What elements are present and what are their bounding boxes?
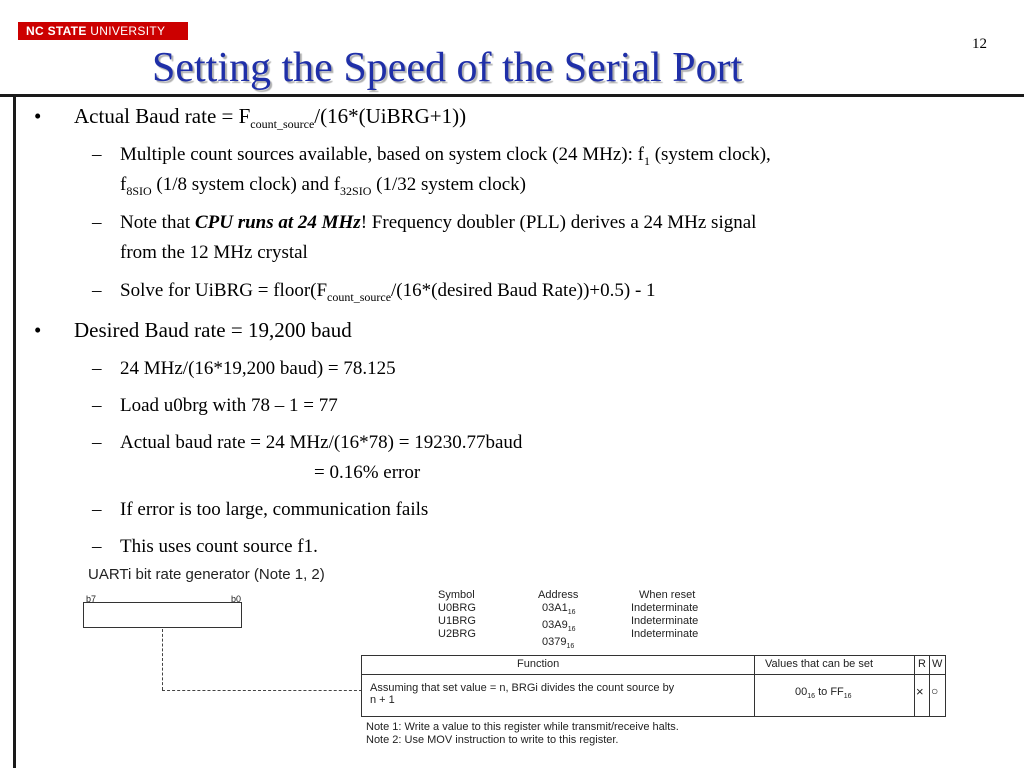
hex-subscript: 16	[567, 626, 576, 634]
bullet-desired-baud: Desired Baud rate = 19,200 baud	[74, 318, 352, 342]
sub-bullet-solve-uibrg	[120, 280, 656, 305]
function-text: n + 1	[370, 694, 395, 706]
function-table	[361, 655, 946, 717]
reset-header: When reset	[639, 589, 696, 601]
page-number: 12	[972, 36, 987, 52]
dash-marker: –	[92, 499, 102, 520]
register-box	[83, 602, 242, 628]
dash-marker: –	[92, 395, 102, 416]
symbol-cell: U1BRG	[438, 615, 476, 627]
w-header: W	[932, 658, 943, 670]
values-text: to FF	[815, 686, 844, 698]
address-value: 03A1	[542, 602, 568, 614]
symbol-header: Symbol	[438, 589, 475, 601]
sub-bullet-count-sources-line2	[120, 174, 526, 199]
text: /(16*(UiBRG+1))	[314, 104, 467, 128]
slide-title: Setting the Speed of the Serial Port	[152, 45, 743, 91]
r-mark: ×	[916, 684, 924, 699]
subscript: 32SIO	[340, 183, 372, 198]
dash-marker: –	[92, 536, 102, 557]
symbol-cell: U0BRG	[438, 602, 476, 614]
sub-bullet-load-u0brg: Load u0brg with 78 – 1 = 77	[120, 395, 338, 416]
hex-subscript: 16	[567, 609, 576, 617]
hex-subscript: 16	[807, 693, 816, 701]
reset-column	[631, 589, 698, 641]
symbol-column	[438, 589, 476, 641]
sub-bullet-actual-rate-line2: = 0.16% error	[314, 462, 421, 483]
sub-bullet-divisor: 24 MHz/(16*19,200 baud) = 78.125	[120, 358, 396, 379]
text: ! Frequency doubler (PLL) derives a 24 MHz signal	[360, 212, 757, 233]
address-column	[538, 589, 578, 654]
hex-subscript: 16	[843, 693, 852, 701]
reset-cell: Indeterminate	[631, 628, 699, 640]
dash-marker: –	[92, 144, 102, 165]
dash-marker: –	[92, 358, 102, 379]
text: Multiple count sources available, based on system clock (24 MHz): f	[120, 144, 644, 165]
bullet-actual-baud	[74, 104, 466, 132]
hex-subscript: 16	[566, 643, 575, 651]
subscript: 1	[643, 153, 650, 168]
connector-vertical	[162, 629, 163, 690]
text: (1/8 system clock) and f	[151, 174, 341, 195]
function-description	[370, 682, 674, 706]
function-header: Function	[517, 658, 560, 670]
bullet-marker: •	[34, 104, 42, 128]
r-col	[915, 656, 930, 716]
bullet-marker: •	[34, 318, 42, 342]
values-header: Values that can be set	[765, 658, 874, 670]
subscript: count_source	[327, 289, 392, 304]
logo-bold: NC STATE	[26, 24, 87, 38]
address-value: 03A9	[542, 619, 568, 632]
sub-bullet-count-source-f1: This uses count source f1.	[120, 536, 318, 557]
logo-light: UNIVERSITY	[86, 24, 166, 38]
text: f	[120, 174, 127, 195]
bit-high-label: b7	[86, 594, 97, 604]
values-range	[795, 686, 852, 700]
reset-cell: Indeterminate	[631, 602, 699, 614]
function-col	[362, 656, 755, 716]
r-header: R	[918, 658, 926, 670]
w-mark: ○	[931, 684, 939, 698]
address-cell	[538, 636, 578, 653]
subscript: 8SIO	[126, 183, 152, 198]
subscript: count_source	[250, 117, 315, 132]
symbol-cell: U2BRG	[438, 628, 476, 640]
text: /(16*(desired Baud Rate))+0.5) - 1	[391, 280, 656, 301]
text: Actual Baud rate = F	[74, 104, 251, 128]
note-2: Note 2: Use MOV instruction to write to this register.	[366, 734, 619, 746]
connector-horizontal	[162, 690, 362, 691]
dash-marker: –	[92, 212, 102, 233]
ncsu-logo	[18, 22, 188, 40]
emphasis: CPU runs at 24 MHz	[194, 212, 361, 233]
values-text: 00	[795, 686, 808, 698]
address-header: Address	[538, 589, 579, 601]
text: Solve for UiBRG = floor(F	[120, 280, 328, 301]
left-rule	[13, 94, 16, 768]
dash-marker: –	[92, 432, 102, 453]
w-col	[930, 656, 946, 716]
sub-bullet-cpu-speed-line1	[120, 212, 756, 234]
address-cell	[538, 619, 578, 636]
function-text: Assuming that set value = n, BRGi divides the count source by	[370, 682, 675, 694]
sub-bullet-cpu-speed-line2: from the 12 MHz crystal	[120, 242, 308, 263]
text: (1/32 system clock)	[371, 174, 526, 195]
dash-marker: –	[92, 280, 102, 301]
text: Note that	[120, 212, 195, 233]
values-col	[755, 656, 915, 716]
reset-cell: Indeterminate	[631, 615, 699, 627]
address-cell	[538, 602, 578, 619]
address-value: 0379	[542, 636, 567, 649]
sub-bullet-error-large: If error is too large, communication fails	[120, 499, 429, 520]
sub-bullet-count-sources-line1	[120, 144, 771, 169]
top-rule	[0, 94, 1024, 97]
bit-low-label: b0	[231, 594, 242, 604]
text: (system clock),	[649, 144, 771, 165]
sub-bullet-actual-rate-line1: Actual baud rate = 24 MHz/(16*78) = 19230.77baud	[120, 432, 523, 453]
figure-title: UARTi bit rate generator (Note 1, 2)	[88, 566, 325, 583]
note-1: Note 1: Write a value to this register while transmit/receive halts.	[366, 721, 679, 733]
